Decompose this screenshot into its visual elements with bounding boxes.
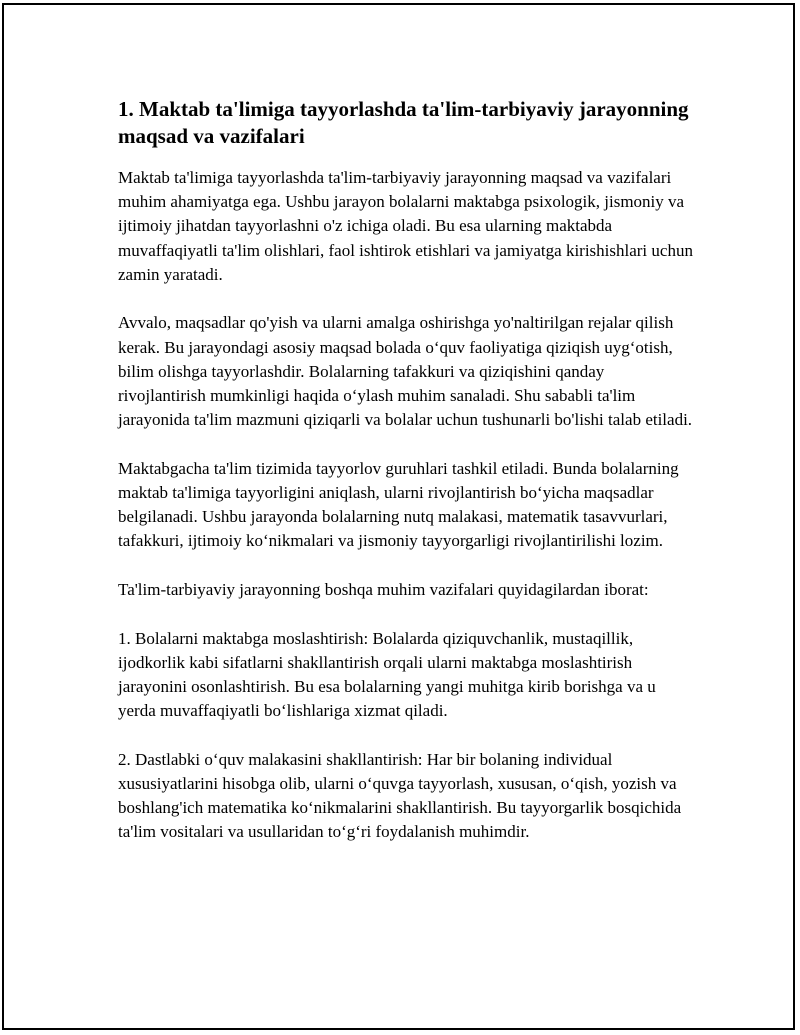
document-title: 1. Maktab ta'limiga tayyorlashda ta'lim-tarbiyaviy jarayonning maqsad va vazifalari <box>118 97 689 148</box>
paragraph-intro: Maktab ta'limiga tayyorlashda ta'lim-tarbiyaviy jarayonning maqsad va vazifalari muhim ahamiyatga ega. Ushbu jarayon bolalarni maktabga psixologik, jismoniy va ijtimoiy jihatdan tayyorlashni o'z ichiga oladi. Bu esa ularning maktabda muvaffaqiyatli ta'lim olishlari, faol ishtirok etishlari va jamiyatga kirishishlari uchun zamin yaratadi. <box>118 168 693 284</box>
document-body <box>118 96 693 869</box>
paragraph-task-2: 2. Dastlabki o‘quv malakasini shakllantirish: Har bir bolaning individual xususiyatlarini hisobga olib, ularni o‘quvga tayyorlash, xususan, o‘qish, yozish va boshlang'ich matematika ko‘nikmalarini shakllantirish. Bu tayyorgarlik bosqichida ta'lim vositalari va usullaridan to‘g‘ri foydalanish muhimdir. <box>118 749 682 842</box>
paragraph-task-1: 1. Bolalarni maktabga moslashtirish: Bolalarda qiziquvchanlik, mustaqillik, ijodkorlik kabi sifatlarni shakllantirish orqali ularni maktabga moslashtirish jarayonini osonlashtirish. Bu esa bolalarning yangi muhitga kirib borishga va u yerda muvaffaqiyatli bo‘lishlariga xizmat qiladi. <box>118 628 656 721</box>
paragraph-goals: Avvalo, maqsadlar qo'yish va ularni amalga oshirishga yo'naltirilgan rejalar qilish kerak. Bu jarayondagi asosiy maqsad bolada o‘quv faoliyatiga qiziqish uyg‘otish, bilim olishga tayyorlashdir. Bolalarning tafakkuri va qiziqishini qanday rivojlantirish mumkinligi haqida o‘ylash muhim sanaladi. Shu sababli ta'lim jarayonida ta'lim mazmuni qiziqarli va bolalar uchun tushunarli bo'lishi talab etiladi. <box>118 313 693 430</box>
paragraph-tasks-intro: Ta'lim-tarbiyaviy jarayonning boshqa muhim vazifalari quyidagilardan iborat: <box>118 580 649 600</box>
paragraph-preschool: Maktabgacha ta'lim tizimida tayyorlov guruhlari tashkil etiladi. Bunda bolalarning maktab ta'limiga tayyorligini aniqlash, ularni rivojlantirish bo‘yicha maqsadlar belgilanadi. Ushbu jarayonda bolalarning nutq malakasi, matematik tasavvurlari, tafakkuri, ijtimoiy ko‘nikmalari va jismoniy tayyorgarligi rivojlantirilishi lozim. <box>118 458 679 551</box>
